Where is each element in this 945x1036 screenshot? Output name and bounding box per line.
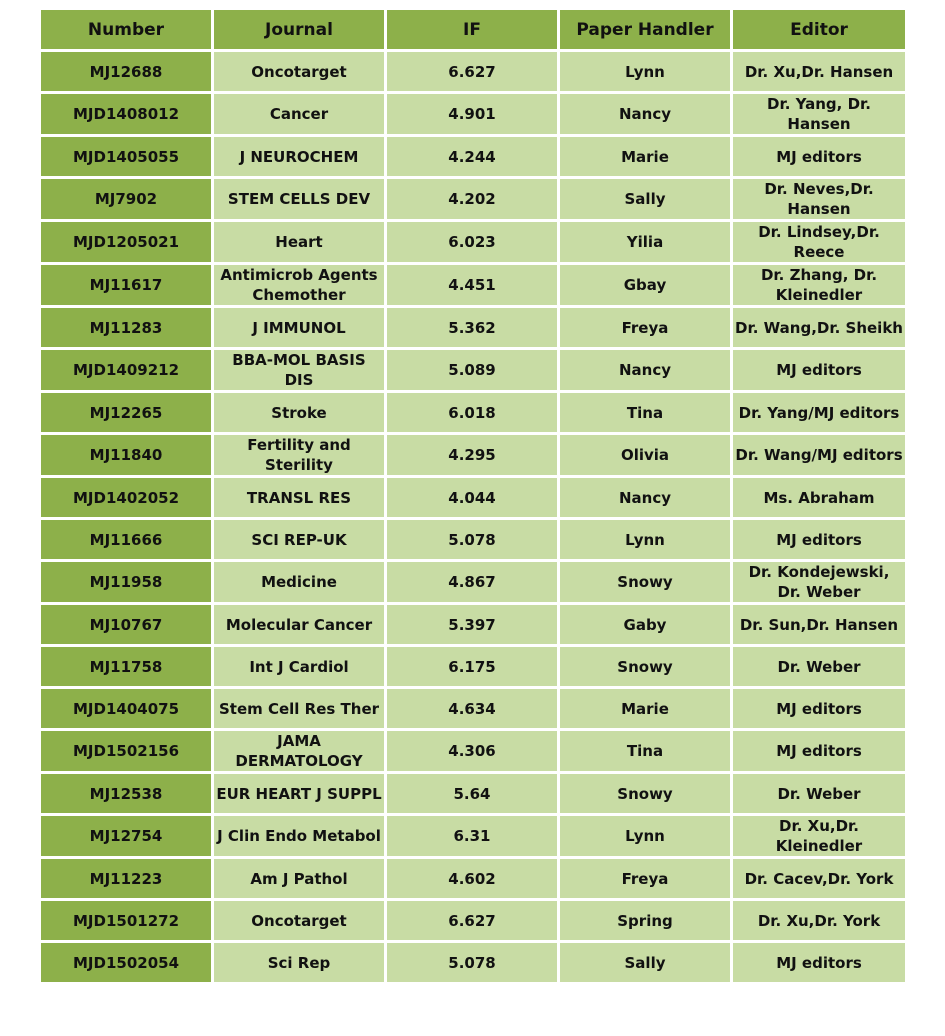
cell-paper-handler: Olivia [560, 435, 733, 478]
table-row [41, 605, 905, 647]
cell-if: 4.306 [387, 731, 560, 774]
cell-editor: MJ editors [733, 520, 905, 562]
cell-number: MJ10767 [41, 605, 214, 647]
cell-editor: Dr. Neves,Dr. Hansen [733, 179, 905, 222]
cell-editor: Dr. Cacev,Dr. York [733, 859, 905, 901]
cell-number: MJ12538 [41, 774, 214, 816]
cell-number: MJD1501272 [41, 901, 214, 943]
cell-editor: MJ editors [733, 689, 905, 731]
table-row [41, 774, 905, 816]
cell-editor: Dr. Kondejewski, Dr. Weber [733, 562, 905, 605]
cell-number: MJD1409212 [41, 350, 214, 393]
cell-if: 4.901 [387, 94, 560, 137]
cell-editor: Dr. Xu,Dr. York [733, 901, 905, 943]
cell-paper-handler: Snowy [560, 647, 733, 689]
cell-paper-handler: Freya [560, 308, 733, 350]
cell-editor: MJ editors [733, 731, 905, 774]
table-row [41, 435, 905, 478]
table-row [41, 901, 905, 943]
cell-paper-handler: Gaby [560, 605, 733, 647]
cell-number: MJD1502054 [41, 943, 214, 985]
cell-editor: MJ editors [733, 137, 905, 179]
cell-if: 5.397 [387, 605, 560, 647]
cell-if: 4.202 [387, 179, 560, 222]
cell-number: MJ12265 [41, 393, 214, 435]
cell-number: MJ11840 [41, 435, 214, 478]
cell-number: MJD1402052 [41, 478, 214, 520]
cell-if: 6.175 [387, 647, 560, 689]
cell-editor: Ms. Abraham [733, 478, 905, 520]
table-row [41, 94, 905, 137]
cell-journal: JAMA DERMATOLOGY [214, 731, 387, 774]
cell-journal: Antimicrob Agents Chemother [214, 265, 387, 308]
cell-paper-handler: Snowy [560, 774, 733, 816]
cell-number: MJ11223 [41, 859, 214, 901]
journal-table [41, 10, 905, 985]
cell-if: 6.018 [387, 393, 560, 435]
cell-if: 6.627 [387, 52, 560, 94]
cell-journal: J NEUROCHEM [214, 137, 387, 179]
table-row [41, 179, 905, 222]
table-row [41, 393, 905, 435]
table-row [41, 265, 905, 308]
table-row [41, 689, 905, 731]
cell-editor: Dr. Yang/MJ editors [733, 393, 905, 435]
cell-editor: Dr. Sun,Dr. Hansen [733, 605, 905, 647]
cell-journal: Stroke [214, 393, 387, 435]
cell-paper-handler: Lynn [560, 52, 733, 94]
cell-paper-handler: Nancy [560, 478, 733, 520]
cell-editor: MJ editors [733, 350, 905, 393]
cell-paper-handler: Lynn [560, 520, 733, 562]
table-row [41, 520, 905, 562]
cell-journal: Am J Pathol [214, 859, 387, 901]
table-row [41, 350, 905, 393]
cell-number: MJD1408012 [41, 94, 214, 137]
cell-if: 4.044 [387, 478, 560, 520]
cell-journal: Fertility and Sterility [214, 435, 387, 478]
cell-number: MJ12754 [41, 816, 214, 859]
cell-number: MJD1405055 [41, 137, 214, 179]
cell-paper-handler: Tina [560, 731, 733, 774]
cell-editor: Dr. Weber [733, 647, 905, 689]
cell-journal: Heart [214, 222, 387, 265]
cell-paper-handler: Tina [560, 393, 733, 435]
table-body [41, 52, 905, 985]
cell-number: MJD1205021 [41, 222, 214, 265]
cell-if: 4.602 [387, 859, 560, 901]
table-row [41, 562, 905, 605]
cell-if: 4.634 [387, 689, 560, 731]
cell-number: MJ11958 [41, 562, 214, 605]
cell-editor: Dr. Xu,Dr. Hansen [733, 52, 905, 94]
cell-paper-handler: Marie [560, 689, 733, 731]
cell-paper-handler: Gbay [560, 265, 733, 308]
cell-number: MJ12688 [41, 52, 214, 94]
header-paper-handler: Paper Handler [560, 10, 733, 52]
cell-journal: SCI REP-UK [214, 520, 387, 562]
journal-table-container [41, 10, 905, 985]
cell-paper-handler: Lynn [560, 816, 733, 859]
table-row [41, 478, 905, 520]
cell-number: MJ11283 [41, 308, 214, 350]
cell-journal: J IMMUNOL [214, 308, 387, 350]
cell-if: 4.244 [387, 137, 560, 179]
header-journal: Journal [214, 10, 387, 52]
cell-number: MJ11666 [41, 520, 214, 562]
cell-if: 5.089 [387, 350, 560, 393]
cell-journal: BBA-MOL BASIS DIS [214, 350, 387, 393]
header-editor: Editor [733, 10, 905, 52]
cell-if: 4.451 [387, 265, 560, 308]
cell-paper-handler: Freya [560, 859, 733, 901]
cell-journal: Oncotarget [214, 52, 387, 94]
cell-if: 6.31 [387, 816, 560, 859]
cell-number: MJD1404075 [41, 689, 214, 731]
cell-journal: Molecular Cancer [214, 605, 387, 647]
cell-paper-handler: Snowy [560, 562, 733, 605]
cell-number: MJD1502156 [41, 731, 214, 774]
cell-editor: Dr. Wang/MJ editors [733, 435, 905, 478]
table-row [41, 816, 905, 859]
cell-if: 4.295 [387, 435, 560, 478]
cell-editor: Dr. Wang,Dr. Sheikh [733, 308, 905, 350]
table-row [41, 859, 905, 901]
cell-journal: STEM CELLS DEV [214, 179, 387, 222]
cell-editor: Dr. Xu,Dr. Kleinedler [733, 816, 905, 859]
cell-paper-handler: Sally [560, 179, 733, 222]
cell-journal: Cancer [214, 94, 387, 137]
cell-number: MJ11758 [41, 647, 214, 689]
header-if: IF [387, 10, 560, 52]
table-row [41, 222, 905, 265]
cell-paper-handler: Spring [560, 901, 733, 943]
cell-paper-handler: Marie [560, 137, 733, 179]
cell-if: 6.627 [387, 901, 560, 943]
header-number: Number [41, 10, 214, 52]
cell-paper-handler: Sally [560, 943, 733, 985]
cell-if: 5.078 [387, 520, 560, 562]
table-row [41, 731, 905, 774]
cell-paper-handler: Yilia [560, 222, 733, 265]
cell-paper-handler: Nancy [560, 350, 733, 393]
table-header-row [41, 10, 905, 52]
cell-editor: Dr. Weber [733, 774, 905, 816]
table-row [41, 137, 905, 179]
cell-journal: Stem Cell Res Ther [214, 689, 387, 731]
cell-if: 4.867 [387, 562, 560, 605]
cell-if: 5.64 [387, 774, 560, 816]
cell-if: 5.078 [387, 943, 560, 985]
cell-number: MJ7902 [41, 179, 214, 222]
cell-if: 5.362 [387, 308, 560, 350]
table-row [41, 52, 905, 94]
cell-journal: EUR HEART J SUPPL [214, 774, 387, 816]
cell-number: MJ11617 [41, 265, 214, 308]
table-row [41, 647, 905, 689]
cell-journal: Medicine [214, 562, 387, 605]
table-row [41, 943, 905, 985]
cell-journal: J Clin Endo Metabol [214, 816, 387, 859]
table-row [41, 308, 905, 350]
cell-if: 6.023 [387, 222, 560, 265]
cell-journal: Int J Cardiol [214, 647, 387, 689]
cell-journal: TRANSL RES [214, 478, 387, 520]
cell-editor: MJ editors [733, 943, 905, 985]
cell-journal: Oncotarget [214, 901, 387, 943]
cell-paper-handler: Nancy [560, 94, 733, 137]
cell-editor: Dr. Yang, Dr. Hansen [733, 94, 905, 137]
cell-editor: Dr. Lindsey,Dr. Reece [733, 222, 905, 265]
cell-editor: Dr. Zhang, Dr. Kleinedler [733, 265, 905, 308]
cell-journal: Sci Rep [214, 943, 387, 985]
